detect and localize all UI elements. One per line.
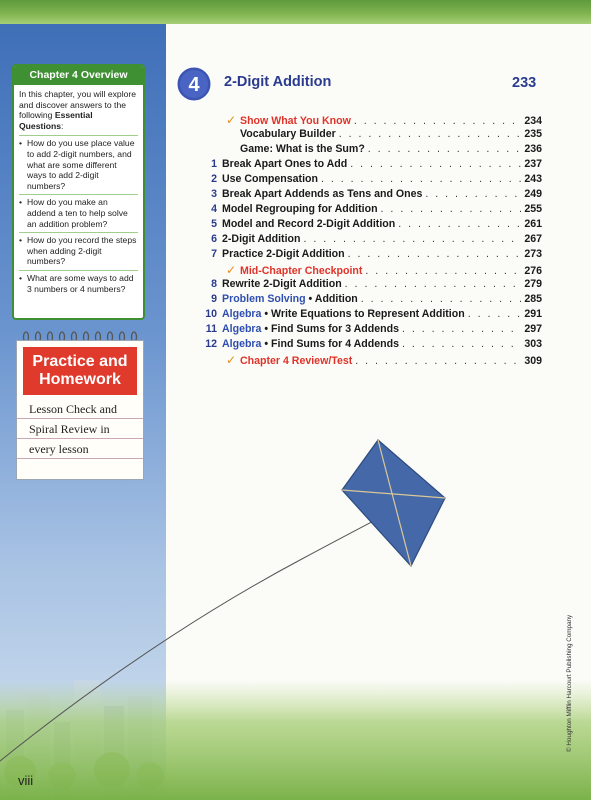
toc-row[interactable] bbox=[204, 278, 542, 293]
toc-title: • Find Sums for 4 Addends bbox=[264, 338, 399, 350]
lesson-number: 3 bbox=[211, 188, 217, 200]
lesson-number: 12 bbox=[205, 338, 217, 350]
top-grass-strip bbox=[0, 0, 591, 24]
toc-page: 285 bbox=[524, 293, 542, 305]
lesson-number: 8 bbox=[211, 278, 217, 290]
toc-row[interactable] bbox=[204, 323, 542, 338]
checkmark-icon: ✓ bbox=[225, 113, 237, 127]
practice-homework-card bbox=[16, 340, 144, 480]
toc-page: 297 bbox=[524, 323, 542, 335]
toc-page: 276 bbox=[524, 265, 542, 277]
overview-header: Chapter 4 Overview bbox=[14, 66, 143, 85]
toc-title: Model and Record 2-Digit Addition bbox=[222, 218, 396, 230]
toc-page: 267 bbox=[524, 233, 542, 245]
practice-body: Lesson Check and Spiral Review in every lesson bbox=[17, 395, 143, 463]
toc-row[interactable] bbox=[204, 128, 542, 143]
list-item: • What are some ways to add 3 numbers or 4 numbers? bbox=[19, 270, 138, 297]
toc-title: • Addition bbox=[308, 293, 358, 305]
copyright-notice: © Houghton Mifflin Harcourt Publishing Company bbox=[566, 614, 573, 752]
toc-row[interactable] bbox=[204, 248, 542, 263]
toc-title: Break Apart Addends as Tens and Ones bbox=[222, 188, 423, 200]
toc-title: Break Apart Ones to Add bbox=[222, 158, 348, 170]
lesson-number: 10 bbox=[205, 308, 217, 320]
toc-row[interactable] bbox=[204, 338, 542, 353]
chapter-number: 4 bbox=[188, 74, 200, 96]
toc-row[interactable] bbox=[204, 353, 542, 368]
toc-prefix: Problem Solving bbox=[222, 293, 306, 305]
toc-title: Mid-Chapter Checkpoint bbox=[240, 265, 363, 277]
toc-title: Show What You Know bbox=[240, 115, 351, 127]
toc-row[interactable] bbox=[204, 188, 542, 203]
chapter-start-page: 233 bbox=[512, 75, 537, 91]
checkmark-icon: ✓ bbox=[225, 353, 237, 367]
toc-row[interactable] bbox=[204, 158, 542, 173]
toc-row[interactable] bbox=[204, 218, 542, 233]
toc-title: Chapter 4 Review/Test bbox=[240, 355, 353, 367]
toc-page: 234 bbox=[524, 115, 542, 127]
toc-prefix: Algebra bbox=[222, 308, 262, 320]
toc-prefix: Algebra bbox=[222, 323, 262, 335]
chapter-badge-icon bbox=[176, 66, 212, 102]
toc-title: 2-Digit Addition bbox=[222, 233, 301, 245]
toc-row[interactable] bbox=[204, 263, 542, 278]
lesson-number: 4 bbox=[211, 203, 217, 215]
toc-page: 279 bbox=[524, 278, 542, 290]
page-number: viii bbox=[18, 773, 34, 788]
toc-title: Game: What is the Sum? bbox=[240, 143, 365, 155]
toc-title: Rewrite 2-Digit Addition bbox=[222, 278, 342, 290]
toc-page: 243 bbox=[524, 173, 542, 185]
toc-row[interactable] bbox=[204, 308, 542, 323]
toc-title: Practice 2-Digit Addition bbox=[222, 248, 345, 260]
toc-row[interactable] bbox=[204, 233, 542, 248]
toc-page: 249 bbox=[524, 188, 542, 200]
toc-page: 255 bbox=[524, 203, 542, 215]
toc-page: 236 bbox=[524, 143, 542, 155]
list-item: • How do you use place value to add 2-digit numbers, and what are some different ways to add 2-digit numbers? bbox=[19, 135, 138, 194]
toc-row[interactable] bbox=[204, 143, 542, 158]
toc-title: • Find Sums for 3 Addends bbox=[264, 323, 399, 335]
lesson-number: 2 bbox=[211, 173, 217, 185]
toc-row[interactable] bbox=[204, 173, 542, 188]
grass-field-illustration bbox=[0, 680, 591, 800]
list-item: • How do you record the steps when adding 2-digit numbers? bbox=[19, 232, 138, 270]
list-item: • How do you make an addend a ten to help solve an addition problem? bbox=[19, 194, 138, 232]
toc-page: 303 bbox=[524, 338, 542, 350]
lesson-number: 6 bbox=[211, 233, 217, 245]
essential-questions-label: Essential Questions bbox=[19, 110, 93, 131]
lesson-number: 1 bbox=[211, 158, 217, 170]
toc-page: 309 bbox=[524, 355, 542, 367]
overview-intro-colon: : bbox=[61, 120, 64, 131]
toc-title: Vocabulary Builder bbox=[240, 128, 336, 140]
chapter-overview-card bbox=[12, 64, 145, 320]
toc-row[interactable] bbox=[204, 203, 542, 218]
lesson-number: 7 bbox=[211, 248, 217, 260]
toc-page: 237 bbox=[524, 158, 542, 170]
chapter-title: 2-Digit Addition bbox=[224, 74, 332, 90]
lesson-number: 11 bbox=[205, 323, 217, 335]
toc-title: Use Compensation bbox=[222, 173, 318, 185]
toc-title: Model Regrouping for Addition bbox=[222, 203, 378, 215]
table-of-contents bbox=[204, 113, 542, 368]
lesson-number: 5 bbox=[211, 218, 217, 230]
toc-page: 261 bbox=[524, 218, 542, 230]
checkmark-icon: ✓ bbox=[225, 263, 237, 277]
toc-row[interactable] bbox=[204, 293, 542, 308]
toc-title: • Write Equations to Represent Addition bbox=[264, 308, 465, 320]
toc-page: 235 bbox=[524, 128, 542, 140]
essential-questions-list bbox=[19, 135, 138, 297]
practice-title: Practice and Homework bbox=[23, 347, 137, 395]
lesson-number: 9 bbox=[211, 293, 217, 305]
toc-prefix: Algebra bbox=[222, 338, 262, 350]
overview-intro bbox=[19, 89, 138, 131]
overview-intro-text: In this chapter, you will explore and discover answers to the following bbox=[19, 89, 137, 121]
toc-page: 273 bbox=[524, 248, 542, 260]
toc-row[interactable] bbox=[204, 113, 542, 128]
toc-page: 291 bbox=[524, 308, 542, 320]
